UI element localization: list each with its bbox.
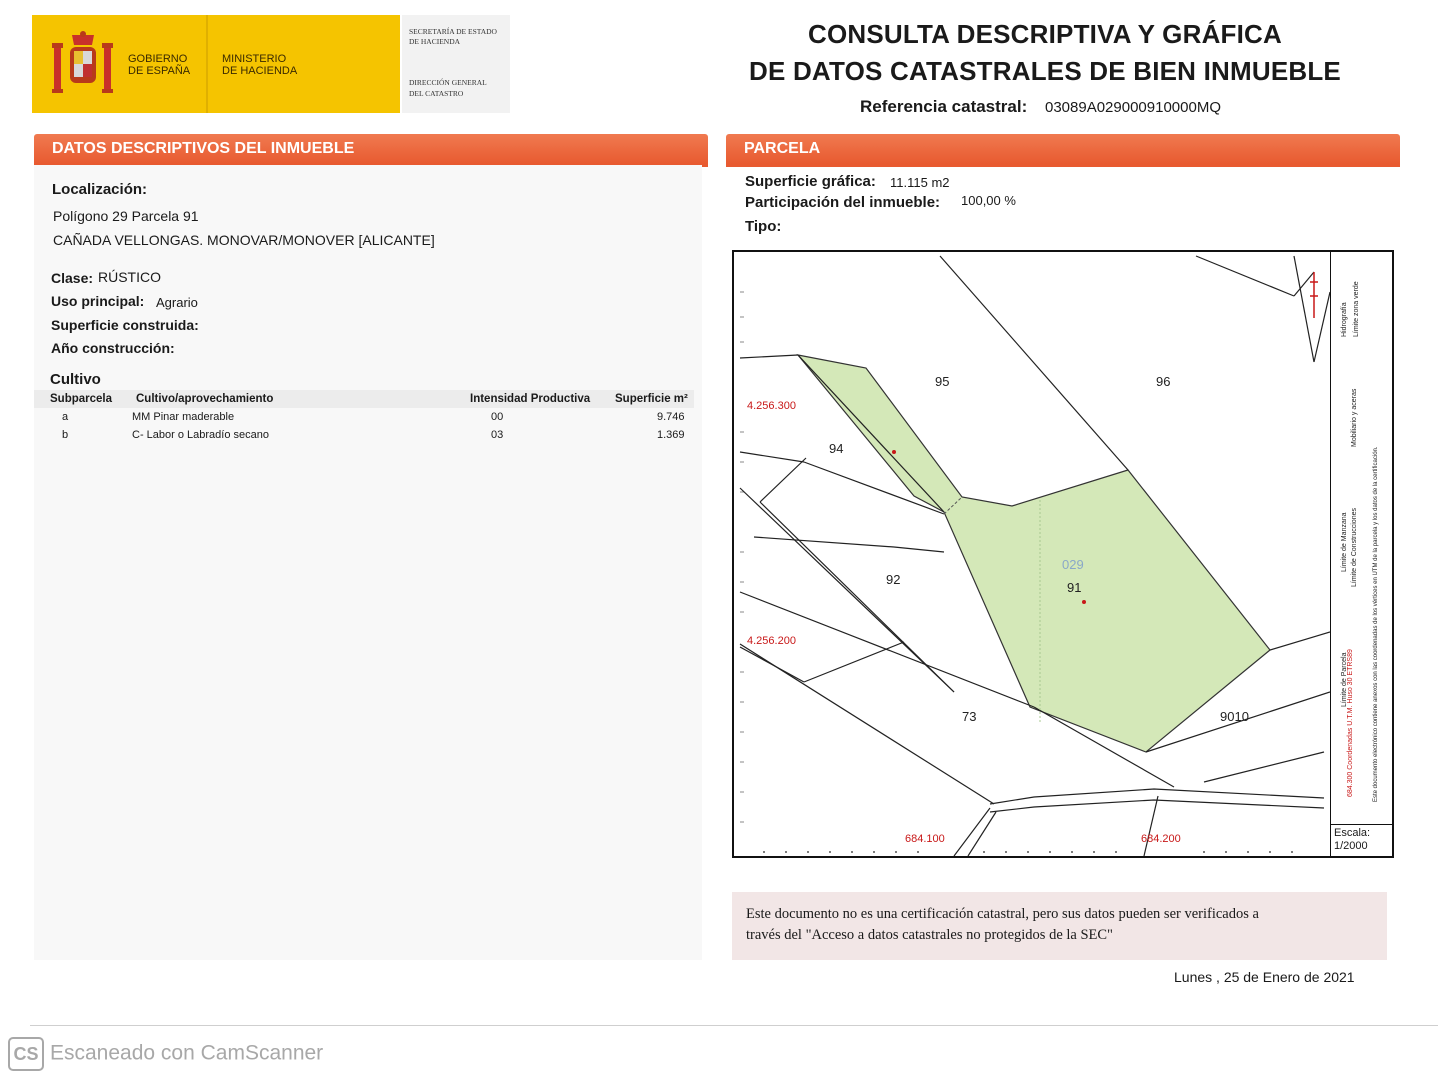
- col-subparcela: Subparcela: [50, 393, 112, 405]
- secretaria-block: [402, 15, 510, 113]
- superficie-grafica-label: Superficie gráfica:: [745, 173, 876, 190]
- col-superficie: Superficie m²: [615, 393, 688, 405]
- row-b-intensidad: 03: [491, 429, 504, 441]
- row-b-superficie: 1.369: [657, 429, 685, 441]
- row-b-cultivo: C- Labor o Labradío secano: [132, 429, 269, 441]
- parcela-header: PARCELA: [726, 134, 1400, 164]
- ref-catastral-value: 03089A029000910000MQ: [1045, 99, 1221, 116]
- localizacion-line2: CAÑADA VELLONGAS. MONOVAR/MONOVER [ALICANTE]: [53, 232, 435, 248]
- scale-value: 1/2000: [1334, 840, 1368, 852]
- camscanner-icon: CS: [8, 1037, 44, 1071]
- ministerio-line2: DE HACIENDA: [222, 65, 298, 77]
- gobierno-logo-block: [32, 15, 400, 113]
- legend-zona-verde: Límite zona verde: [1353, 281, 1360, 337]
- gobierno-text: [128, 53, 190, 77]
- logo-divider: [206, 15, 208, 113]
- parcel-94-label: 94: [829, 441, 844, 456]
- direccion-line2: DEL CATASTRO: [409, 89, 464, 98]
- row-a-superficie: 9.746: [657, 411, 685, 423]
- legend-utm-note: 684.300 Coordenadas U.T.M. Huso 30 ETRS89: [1347, 649, 1354, 797]
- ref-catastral-label: Referencia catastral:: [860, 97, 1028, 116]
- gobierno-line2: DE ESPAÑA: [128, 65, 191, 77]
- parcel-96-label: 96: [1156, 374, 1171, 389]
- coord-x-684200: 684.200: [1141, 833, 1181, 845]
- notice-line2: través del "Acceso a datos catastrales no protegidos de la SEC": [746, 927, 1113, 943]
- row-a-sub: a: [62, 411, 69, 423]
- coord-y-4256200: 4.256.200: [747, 635, 796, 647]
- scale-box: [1330, 824, 1392, 857]
- camscanner-text: Escaneado con CamScanner: [50, 1041, 324, 1065]
- cultivo-label: Cultivo: [50, 371, 101, 388]
- anio-construccion-label: Año construcción:: [51, 340, 175, 356]
- parcel-95-label: 95: [935, 374, 950, 389]
- title-line2: DE DATOS CATASTRALES DE BIEN INMUEBLE: [749, 56, 1341, 86]
- superficie-grafica-value: 11.115 m2: [890, 175, 950, 190]
- uso-principal-value: Agrario: [156, 295, 198, 310]
- title-line1: CONSULTA DESCRIPTIVA Y GRÁFICA: [807, 19, 1283, 49]
- cultivo-table-header: [34, 390, 694, 408]
- coord-y-4256300: 4.256.300: [747, 400, 796, 412]
- parcel-73-label: 73: [962, 709, 977, 724]
- uso-principal-label: Uso principal:: [51, 293, 145, 309]
- parcel-9010-label: 9010: [1220, 709, 1249, 724]
- notice-line1: Este documento no es una certificación catastral, pero sus datos pueden ser verificados a: [746, 906, 1259, 922]
- col-cultivo: Cultivo/aprovechamiento: [136, 393, 274, 405]
- legend-limite-construcciones: Límite de Construcciones: [1351, 508, 1358, 587]
- secretaria-text: [409, 27, 497, 47]
- ministerio-line1: MINISTERIO: [222, 53, 287, 65]
- row-a-intensidad: 00: [491, 411, 504, 423]
- page-bottom-rule: [30, 1025, 1438, 1026]
- col-intensidad: Intensidad Productiva: [470, 393, 591, 405]
- datos-descriptivos-header: DATOS DESCRIPTIVOS DEL INMUEBLE: [34, 134, 708, 164]
- parcel-91-label: 91: [1067, 580, 1082, 595]
- direccion-text: [409, 77, 487, 99]
- coat-of-arms-icon: [50, 29, 114, 101]
- direccion-line1: DIRECCIÓN GENERAL: [409, 78, 487, 87]
- secretaria-line2: DE HACIENDA: [409, 37, 461, 46]
- secretaria-line1: SECRETARÍA DE ESTADO: [409, 27, 497, 36]
- ministerio-text: [222, 53, 297, 77]
- legend-annex-note: Este documento electrónico contiene anexos con las coordenadas de los vértices en UTM de la parcela y los datos de la certificación.: [1373, 446, 1379, 802]
- legend-hidrografia: Hidrografía: [1341, 302, 1348, 337]
- gobierno-line1: GOBIERNO: [128, 53, 188, 65]
- parcel-map: [732, 250, 1394, 858]
- tipo-label: Tipo:: [745, 218, 782, 235]
- map-legend: [1330, 252, 1392, 824]
- legend-limite-parcela: Límite de Parcela: [1341, 652, 1348, 707]
- document-date: Lunes , 25 de Enero de 2021: [1174, 969, 1355, 985]
- page-title: [720, 16, 1370, 90]
- verification-notice: [732, 892, 1387, 960]
- clase-value: RÚSTICO: [98, 269, 161, 285]
- participacion-label: Participación del inmueble:: [745, 194, 941, 211]
- poligono-029-label: 029: [1062, 557, 1084, 572]
- clase-label: Clase:: [51, 270, 94, 286]
- coord-x-684100: 684.100: [905, 833, 945, 845]
- row-a-cultivo: MM Pinar maderable: [132, 411, 235, 423]
- localizacion-label: Localización:: [52, 181, 148, 198]
- scale-label: Escala:: [1334, 827, 1371, 839]
- legend-mobiliario: Mobiliario y aceras: [1351, 388, 1358, 447]
- camscanner-watermark: [8, 1037, 323, 1071]
- participacion-value: 100,00 %: [961, 193, 1016, 208]
- legend-limite-manzana: Límite de Manzana: [1341, 512, 1348, 572]
- map-drawing: [734, 252, 1330, 856]
- row-b-sub: b: [62, 429, 69, 441]
- superficie-construida-label: Superficie construida:: [51, 317, 199, 333]
- parcel-92-label: 92: [886, 572, 901, 587]
- localizacion-line1: Polígono 29 Parcela 91: [53, 208, 199, 224]
